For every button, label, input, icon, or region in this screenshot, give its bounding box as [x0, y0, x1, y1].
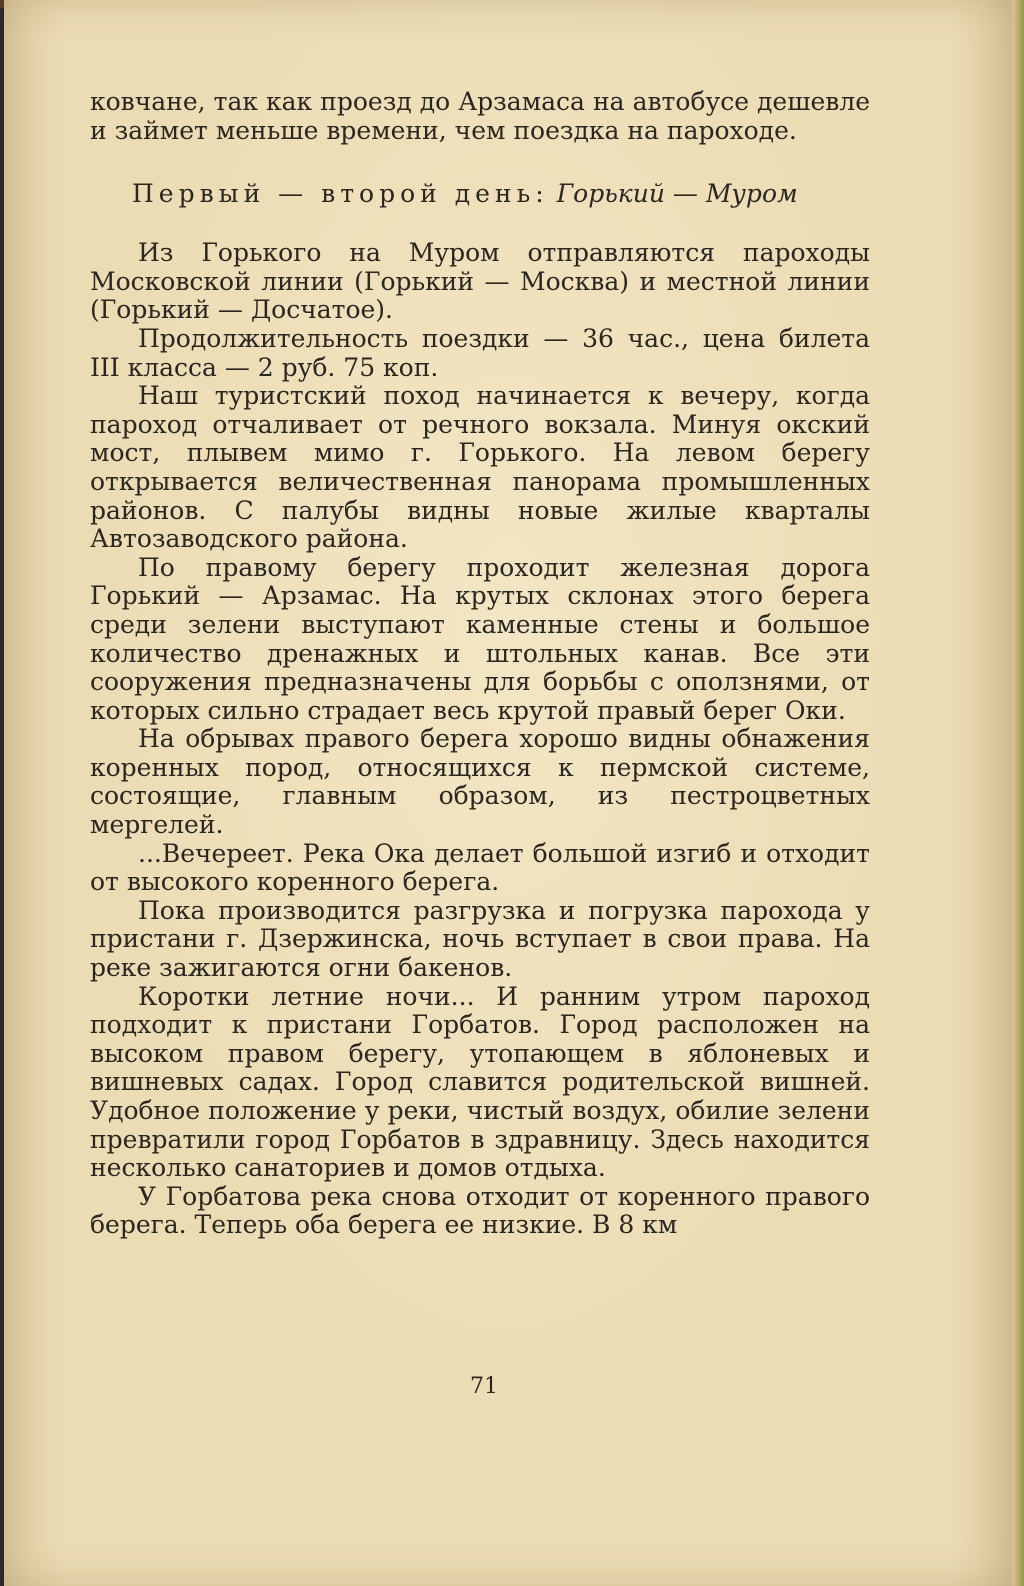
- heading-day: Первый — второй день:: [132, 179, 549, 209]
- paragraph: Продолжительность поездки — 36 час., цена билета III класса — 2 руб. 75 коп.: [90, 323, 870, 382]
- paragraph: Пока производится разгрузка и погрузка парохода у пристани г. Дзержинска, ночь вступает в свои права. На реке зажигаются огни бакенов.: [90, 895, 870, 983]
- section-heading: [90, 179, 870, 209]
- page-text: [90, 88, 870, 1240]
- book-right-edge: [1012, 0, 1024, 1586]
- paragraph: У Горбатова река снова отходит от коренного правого берега. Теперь оба берега ее низкие. В 8 км: [90, 1181, 870, 1240]
- paragraph: Из Горького на Муром отправляются пароходы Московской линии (Горький — Москва) и местной линии (Горький — Досчатое).: [90, 238, 870, 325]
- page-number: 71: [470, 1374, 498, 1399]
- paragraph-continued: ковчане, так как проезд до Арзамаса на автобусе дешевле и займет меньше времени, чем поездка на пароходе.: [90, 87, 870, 145]
- paragraph: Коротки летние ночи... И ранним утром пароход подходит к пристани Горбатов. Город расположен на высоком правом берегу, утопающем в яблоневых и вишневых садах. Город славится родительской вишней. Удобное положение у реки, чистый воздух, обилие зелени превратили город Горбатов в здравницу. Здесь находится несколько санаториев и домов отдыха.: [90, 981, 870, 1183]
- paragraph: ...Вечереет. Река Ока делает большой изгиб и отходит от высокого коренного берега.: [90, 838, 870, 897]
- book-page: [4, 0, 1012, 1586]
- heading-route: Горький — Муром: [556, 179, 798, 209]
- paragraph: По правому берегу проходит железная дорога Горький — Арзамас. На крутых склонах этого берега среди зелени выступают каменные стены и большое количество дренажных и штольных канав. Все эти сооружения предназначены для борьбы с оползнями, от которых сильно страдает весь крутой правый берег Оки.: [90, 552, 870, 725]
- paragraph: На обрывах правого берега хорошо видны обнажения коренных пород, относящихся к пермской системе, состоящие, главным образом, из пестроцветных мергелей.: [90, 724, 870, 840]
- paragraph: Наш туристский поход начинается к вечеру, когда пароход отчаливает от речного вокзала. Минуя окский мост, плывем мимо г. Горького. На левом берегу открывается величественная панорама промышленных районов. С палубы видны новые жилые кварталы Автозаводского района.: [90, 381, 870, 554]
